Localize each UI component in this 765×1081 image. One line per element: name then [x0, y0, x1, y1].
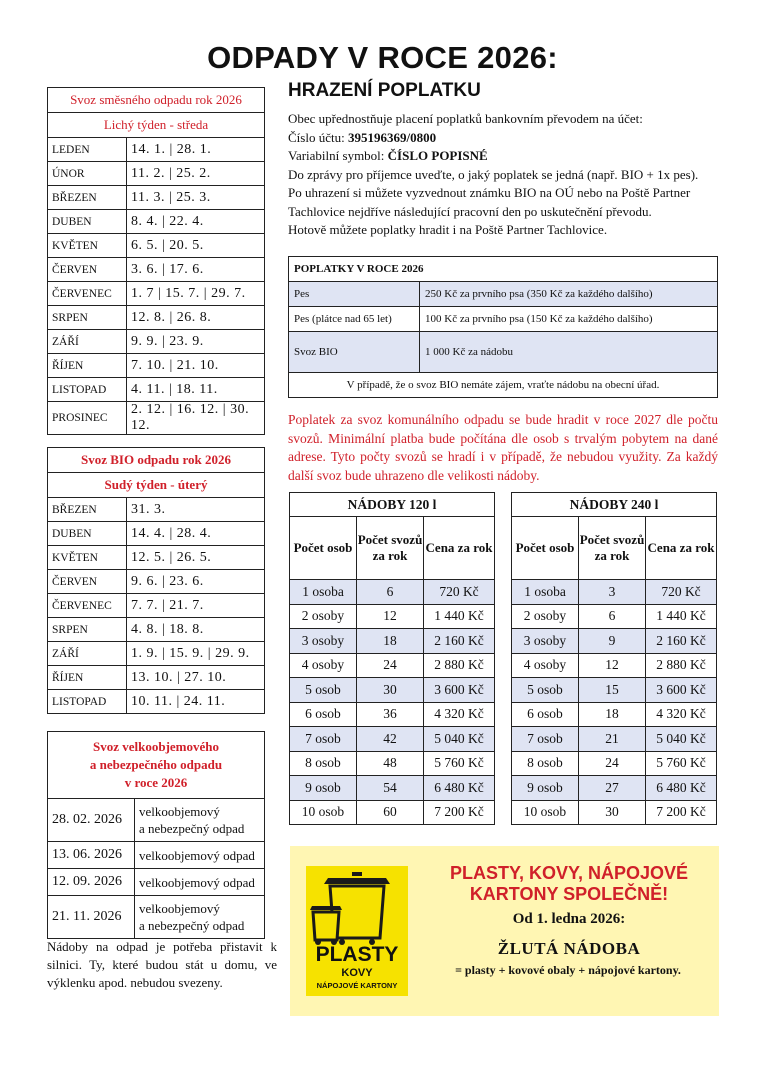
collections-cell: 36: [357, 702, 424, 727]
price-row: [512, 751, 717, 776]
persons-cell: 9 osob: [512, 776, 579, 801]
price-row: [290, 653, 495, 678]
bio-waste-table: [47, 447, 265, 714]
schedule-row: [48, 330, 265, 354]
schedule-row: [48, 570, 265, 594]
plastics-headline: [425, 863, 713, 905]
schedule-row: [48, 666, 265, 690]
plastics-headline-line1: PLASTY, KOVY, NÁPOJOVÉ: [449, 863, 689, 883]
month-cell: SRPEN: [48, 618, 127, 642]
price-row: [512, 776, 717, 801]
payment-title: HRAZENÍ POPLATKU: [288, 80, 481, 101]
price-cell: 7 200 Kč: [646, 800, 717, 825]
payment-text: [288, 110, 728, 240]
price-cell: 6 480 Kč: [646, 776, 717, 801]
schedule-row: [48, 498, 265, 522]
collections-cell: 6: [357, 580, 424, 605]
price-row: [512, 800, 717, 825]
persons-cell: 3 osoby: [512, 629, 579, 654]
price-cell: 5 760 Kč: [424, 751, 495, 776]
price-row: [290, 702, 495, 727]
bulky-header-line1: Svoz velkoobjemového: [92, 739, 220, 754]
bulky-type-line2: a nebezpečný odpad: [139, 918, 245, 933]
fee-value: 100 Kč za prvního psa (150 Kč za každého dalšího): [420, 307, 718, 332]
vs-label: Variabilní symbol:: [288, 148, 388, 163]
month-cell: BŘEZEN: [48, 498, 127, 522]
collections-cell: 54: [357, 776, 424, 801]
collections-cell: 30: [357, 678, 424, 703]
payment-line: Do zprávy pro příjemce uveďte, o jaký poplatek se jedná (např. BIO + 1x pes).: [288, 166, 699, 182]
price-cell: 1 440 Kč: [424, 604, 495, 629]
persons-cell: 4 osoby: [512, 653, 579, 678]
price-cell: 5 040 Kč: [424, 727, 495, 752]
bulky-type: [135, 869, 265, 896]
schedule-row: [48, 306, 265, 330]
month-cell: ŘÍJEN: [48, 666, 127, 690]
persons-cell: 1 osoba: [512, 580, 579, 605]
price-cell: 3 600 Kč: [424, 678, 495, 703]
month-cell: KVĚTEN: [48, 546, 127, 570]
month-cell: ČERVENEC: [48, 282, 127, 306]
dates-cell: 4. 8. | 18. 8.: [127, 618, 265, 642]
price-row: [290, 580, 495, 605]
bulky-row: [48, 842, 265, 869]
bulky-date: 21. 11. 2026: [48, 896, 135, 939]
persons-cell: 3 osoby: [290, 629, 357, 654]
bulky-type-line2: a nebezpečný odpad: [139, 821, 245, 836]
persons-cell: 10 osob: [290, 800, 357, 825]
dates-cell: 1. 7 | 15. 7. | 29. 7.: [127, 282, 265, 306]
dates-cell: 7. 7. | 21. 7.: [127, 594, 265, 618]
dates-cell: 7. 10. | 21. 10.: [127, 354, 265, 378]
vs-value: ČÍSLO POPISNÉ: [387, 148, 488, 163]
schedule-row: [48, 258, 265, 282]
plastics-bin-name: ŽLUTÁ NÁDOBA: [497, 939, 641, 958]
collections-cell: 9: [579, 629, 646, 654]
col-header: Cena za rok: [646, 517, 717, 580]
col-header: Počet osob: [512, 517, 579, 580]
price-cell: 5 040 Kč: [646, 727, 717, 752]
payment-line: Po uhrazení si můžete vyzvednout známku BIO na OÚ nebo na Poště Partner: [288, 185, 691, 200]
payment-line: Hotově můžete poplatky hradit i na Poště Partner Tachlovice.: [288, 222, 608, 237]
price-cell: 720 Kč: [646, 580, 717, 605]
collections-cell: 48: [357, 751, 424, 776]
dates-cell: 1. 9. | 15. 9. | 29. 9.: [127, 642, 265, 666]
month-cell: LEDEN: [48, 138, 127, 162]
price-cell: 7 200 Kč: [424, 800, 495, 825]
bins-120-title: NÁDOBY 120 l: [290, 493, 495, 517]
price-row: [512, 727, 717, 752]
persons-cell: 6 osob: [512, 702, 579, 727]
price-row: [512, 604, 717, 629]
bulky-type: [135, 842, 265, 869]
fees-header: POPLATKY V ROCE 2026: [289, 257, 718, 282]
schedule-row: [48, 546, 265, 570]
dates-cell: 3. 6. | 17. 6.: [127, 258, 265, 282]
schedule-row: [48, 354, 265, 378]
persons-cell: 2 osoby: [512, 604, 579, 629]
bulky-header-line3: v roce 2026: [124, 775, 188, 790]
dates-cell: 2. 12. | 16. 12. | 30. 12.: [127, 402, 265, 435]
price-row: [290, 776, 495, 801]
dates-cell: 12. 5. | 26. 5.: [127, 546, 265, 570]
collections-cell: 12: [357, 604, 424, 629]
schedule-row: [48, 186, 265, 210]
price-cell: 1 440 Kč: [646, 604, 717, 629]
month-cell: ČERVEN: [48, 258, 127, 282]
plastics-date: Od 1. ledna 2026:: [512, 911, 626, 927]
bulky-waste-table: [47, 731, 265, 939]
schedule-row: [48, 138, 265, 162]
bins-240-table: [511, 492, 717, 825]
price-cell: 3 600 Kč: [646, 678, 717, 703]
trash-bin-icon: [306, 866, 408, 946]
persons-cell: 10 osob: [512, 800, 579, 825]
price-cell: 2 160 Kč: [646, 629, 717, 654]
dates-cell: 10. 11. | 24. 11.: [127, 690, 265, 714]
persons-cell: 5 osob: [290, 678, 357, 703]
col-header: Počet svozů za rok: [357, 517, 424, 580]
dates-cell: 11. 3. | 25. 3.: [127, 186, 265, 210]
price-cell: 6 480 Kč: [424, 776, 495, 801]
mixed-waste-subheader: Lichý týden - středa: [48, 113, 265, 138]
fee-name: Svoz BIO: [289, 332, 420, 373]
account-number: 395196369/0800: [347, 129, 437, 145]
col-header: Počet osob: [290, 517, 357, 580]
persons-cell: 8 osob: [290, 751, 357, 776]
price-row: [290, 727, 495, 752]
price-row: [290, 678, 495, 703]
price-cell: 2 160 Kč: [424, 629, 495, 654]
persons-cell: 6 osob: [290, 702, 357, 727]
payment-line: Tachlovice nejdříve následující pracovní den po uskutečnění převodu.: [288, 203, 652, 219]
persons-cell: 7 osob: [512, 727, 579, 752]
price-row: [290, 751, 495, 776]
bulky-type-line1: velkoobjemový: [139, 804, 220, 819]
bulky-type-line1: velkoobjemový: [139, 901, 220, 916]
bins-240-title: NÁDOBY 240 l: [512, 493, 717, 517]
col-header: Počet svozů za rok: [579, 517, 646, 580]
price-cell: 4 320 Kč: [646, 702, 717, 727]
plastics-info-box: [290, 846, 719, 1016]
month-cell: ČERVENEC: [48, 594, 127, 618]
fee-name: Pes: [289, 282, 420, 307]
bulky-row: [48, 869, 265, 896]
plastics-description: = plasty + kovové obaly + nápojové kartony.: [455, 963, 681, 977]
mixed-waste-header: Svoz směsného odpadu rok 2026: [48, 88, 265, 113]
collections-cell: 18: [579, 702, 646, 727]
schedule-row: [48, 162, 265, 186]
month-cell: BŘEZEN: [48, 186, 127, 210]
bio-waste-subheader: Sudý týden - úterý: [48, 473, 265, 498]
dates-cell: 31. 3.: [127, 498, 265, 522]
mixed-waste-table: [47, 87, 265, 435]
collections-cell: 60: [357, 800, 424, 825]
price-row: [290, 800, 495, 825]
month-cell: SRPEN: [48, 306, 127, 330]
bulky-type-line1: velkoobjemový odpad: [139, 847, 255, 863]
dates-cell: 6. 5. | 20. 5.: [127, 234, 265, 258]
bio-waste-header: Svoz BIO odpadu rok 2026: [48, 448, 265, 473]
bulky-type: [135, 799, 265, 842]
month-cell: ÚNOR: [48, 162, 127, 186]
price-cell: 2 880 Kč: [646, 653, 717, 678]
month-cell: ČERVEN: [48, 570, 127, 594]
fee-value: 1 000 Kč za nádobu: [420, 332, 718, 373]
persons-cell: 2 osoby: [290, 604, 357, 629]
dates-cell: 14. 4. | 28. 4.: [127, 522, 265, 546]
fees-note: V případě, že o svoz BIO nemáte zájem, vraťte nádobu na obecní úřad.: [289, 373, 718, 398]
account-line: [288, 129, 728, 148]
month-cell: ZÁŘÍ: [48, 330, 127, 354]
schedule-row: [48, 210, 265, 234]
persons-cell: 4 osoby: [290, 653, 357, 678]
fee-value: 250 Kč za prvního psa (350 Kč za každého dalšího): [420, 282, 718, 307]
dates-cell: 11. 2. | 25. 2.: [127, 162, 265, 186]
col-header: Cena za rok: [424, 517, 495, 580]
dates-cell: 8. 4. | 22. 4.: [127, 210, 265, 234]
bulky-row: [48, 896, 265, 939]
bulky-date: 12. 09. 2026: [48, 869, 135, 896]
plastics-headline-line2: KARTONY SPOLEČNĚ!: [469, 884, 669, 904]
price-row: [512, 653, 717, 678]
dates-cell: 9. 6. | 23. 6.: [127, 570, 265, 594]
schedule-row: [48, 522, 265, 546]
collections-cell: 21: [579, 727, 646, 752]
bulky-waste-header: [48, 732, 265, 799]
price-row: [512, 702, 717, 727]
schedule-row: [48, 234, 265, 258]
month-cell: ZÁŘÍ: [48, 642, 127, 666]
collections-cell: 24: [579, 751, 646, 776]
collections-cell: 24: [357, 653, 424, 678]
payment-line: Obec upřednostňuje placení poplatků bankovním převodem na účet:: [288, 111, 643, 126]
persons-cell: 7 osob: [290, 727, 357, 752]
collections-cell: 12: [579, 653, 646, 678]
price-row: [290, 629, 495, 654]
dates-cell: 13. 10. | 27. 10.: [127, 666, 265, 690]
dates-cell: 14. 1. | 28. 1.: [127, 138, 265, 162]
bulky-date: 28. 02. 2026: [48, 799, 135, 842]
schedule-row: [48, 402, 265, 435]
month-cell: ŘÍJEN: [48, 354, 127, 378]
bulky-type-line1: velkoobjemový odpad: [139, 874, 255, 890]
fee-info-paragraph: Poplatek za svoz komunálního odpadu se bude hradit v roce 2027 dle počtu svozů. Minimální platba bude počítána dle osob s trvalým pobytem na dané adrese. Tyto počty svozů se hradí i v případě, že nebudou využity. Za každý další svoz bude uhrazeno dle velikosti nádoby.: [288, 412, 718, 483]
price-row: [512, 580, 717, 605]
schedule-row: [48, 282, 265, 306]
variable-symbol-line: [288, 147, 728, 166]
yellow-bin-graphic: [306, 866, 408, 996]
month-cell: PROSINEC: [48, 402, 127, 435]
schedule-row: [48, 642, 265, 666]
fee-name: Pes (plátce nad 65 let): [289, 307, 420, 332]
persons-cell: 9 osob: [290, 776, 357, 801]
schedule-row: [48, 594, 265, 618]
price-row: [290, 604, 495, 629]
dates-cell: 12. 8. | 26. 8.: [127, 306, 265, 330]
persons-cell: 1 osoba: [290, 580, 357, 605]
price-row: [512, 629, 717, 654]
persons-cell: 8 osob: [512, 751, 579, 776]
bulky-header-line2: a nebezpečného odpadu: [89, 757, 223, 772]
bulky-date: 13. 06. 2026: [48, 842, 135, 869]
month-cell: LISTOPAD: [48, 378, 127, 402]
price-cell: 5 760 Kč: [646, 751, 717, 776]
bins-120-table: [289, 492, 495, 825]
collection-note: Nádoby na odpad je potřeba přistavit k silnici. Ty, které budou stát u domu, ve výklenku apod. nebudou svezeny.: [47, 939, 277, 990]
bin-label-plasty: PLASTY: [315, 943, 399, 966]
collections-cell: 3: [579, 580, 646, 605]
schedule-row: [48, 690, 265, 714]
bin-label-cartons: NÁPOJOVÉ KARTONY: [316, 981, 398, 990]
price-row: [512, 678, 717, 703]
collections-cell: 15: [579, 678, 646, 703]
collections-cell: 18: [357, 629, 424, 654]
page-title: ODPADY V ROCE 2026:: [207, 40, 558, 75]
dates-cell: 9. 9. | 23. 9.: [127, 330, 265, 354]
collections-cell: 42: [357, 727, 424, 752]
month-cell: KVĚTEN: [48, 234, 127, 258]
collections-cell: 27: [579, 776, 646, 801]
bulky-row: [48, 799, 265, 842]
bulky-type: [135, 896, 265, 939]
collections-cell: 6: [579, 604, 646, 629]
price-cell: 720 Kč: [424, 580, 495, 605]
month-cell: LISTOPAD: [48, 690, 127, 714]
price-cell: 2 880 Kč: [424, 653, 495, 678]
month-cell: DUBEN: [48, 210, 127, 234]
bin-label-kovy: KOVY: [341, 967, 373, 979]
fees-table: [288, 256, 718, 398]
collections-cell: 30: [579, 800, 646, 825]
account-label: Číslo účtu:: [288, 129, 348, 145]
schedule-row: [48, 378, 265, 402]
price-cell: 4 320 Kč: [424, 702, 495, 727]
schedule-row: [48, 618, 265, 642]
month-cell: DUBEN: [48, 522, 127, 546]
persons-cell: 5 osob: [512, 678, 579, 703]
dates-cell: 4. 11. | 18. 11.: [127, 378, 265, 402]
